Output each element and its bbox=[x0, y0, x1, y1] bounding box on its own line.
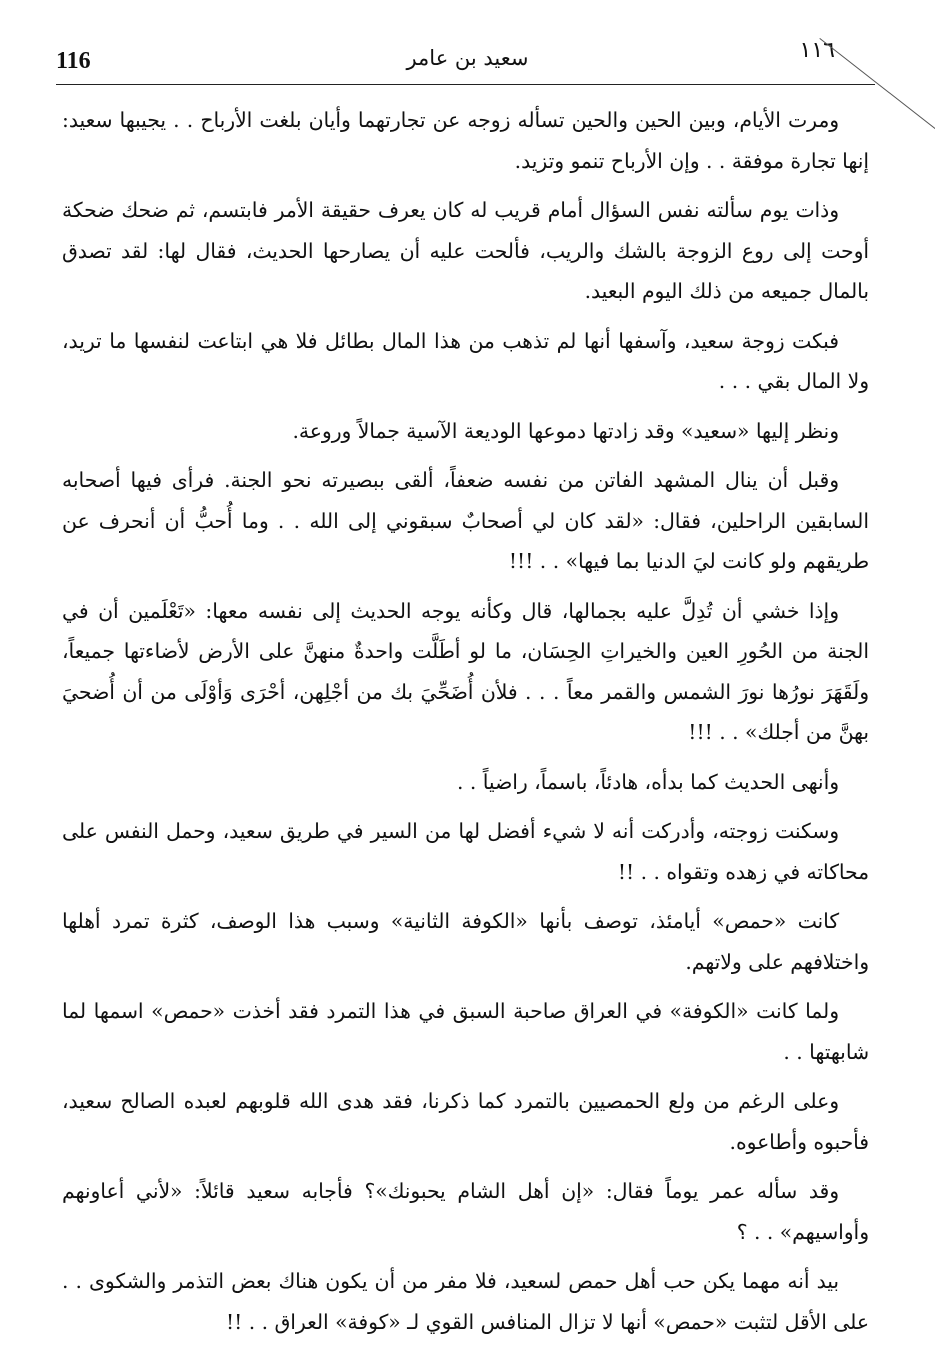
paragraph-11: وعلى الرغم من ولع الحمصيين بالتمرد كما ذكرنا، فقد هدى الله قلوبهم لعبده الصالح سعيد، فأحبوه وأطاعوه. bbox=[62, 1089, 869, 1154]
paragraph-5: وقبل أن ينال المشهد الفاتن من نفسه ضعفاً، ألقى ببصيرته نحو الجنة. فرأى فيها أصحابه السابقين الراحلين، فقال: «لقد كان لي أصحابٌ سبقوني إلى الله . . وما أُحبُّ أن أنحرف عن طريقهم ولو كانت ليَ الدنيا بما فيها» . . !!! bbox=[62, 468, 869, 573]
paragraph-4: ونظر إليها «سعيد» وقد زادتها دموعها الوديعة الآسية جمالاً وروعة. bbox=[292, 418, 839, 443]
body-text bbox=[62, 100, 869, 1342]
page-number-latin: 116 bbox=[56, 48, 91, 74]
paragraph-7: وأنهى الحديث كما بدأه، هادئاً، باسماً، راضياً . . bbox=[456, 769, 839, 794]
paragraph-6: وإذا خشي أن تُدِلَّ عليه بجمالها، قال وكأنه يوجه الحديث إلى نفسه معها: «تَعْلَمين أن في الجنة من الحُورِ العين والخيراتِ الحِسَان، ما لو أطَلَّت واحدةٌ منهنَّ على الأرض لأضاءتها جميعاً، ولَقَهَرَ نورُها نورَ الشمس والقمر معاً . . . فلأن أُضَحِّيَ بك من أجْلِهن، أحْرَى وَأوْلَى من أن أُضحيَ بهنَّ من أجلك» . . !!! bbox=[62, 598, 869, 744]
paragraph-12: وقد سأله عمر يوماً فقال: «إن أهل الشام يحبونك»؟ فأجابه سعيد قائلاً: «لأني أعاونهم وأواسيهم» . . ؟ bbox=[62, 1179, 869, 1244]
paragraph-8: وسكنت زوجته، وأدركت أنه لا شيء أفضل لها من السير في طريق سعيد، وحمل النفس على محاكاته في زهده وتقواه . . !! bbox=[62, 819, 869, 884]
chapter-title: سعيد بن عامر bbox=[406, 46, 529, 70]
paragraph-13: بيد أنه مهما يكن حب أهل حمص لسعيد، فلا مفر من أن يكون هناك بعض التذمر والشكوى . . على الأقل لتثبت «حمص» أنها لا تزال المنافس القوي لـ «كوفة» العراق . . !! bbox=[62, 1269, 869, 1334]
paragraph-3: فبكت زوجة سعيد، وآسفها أنها لم تذهب من هذا المال بطائل فلا هي ابتاعت لنفسها ما تريد، ولا المال بقي . . . bbox=[62, 328, 869, 393]
paragraph-2: وذات يوم سألته نفس السؤال أمام قريب له كان يعرف حقيقة الأمر فابتسم، ثم ضحك ضحكة أوحت إلى روع الزوجة بالشك والريب، فألحت عليه أن يصارحها الحديث، فقال لها: لقد تصدق بالمال جميعه من ذلك اليوم البعيد. bbox=[62, 198, 869, 303]
paragraph-1: ومرت الأيام، وبين الحين والحين تسأله زوجه عن تجارتهما وأيان بلغت الأرباح . . يجيبها سعيد: إنها تجارة موفقة . . وإن الأرباح تنمو وتزيد. bbox=[62, 108, 869, 173]
paragraph-9: كانت «حمص» أيامئذ، توصف بأنها «الكوفة الثانية» وسبب هذا الوصف، كثرة تمرد أهلها واختلافهم على ولاتهم. bbox=[62, 909, 869, 974]
paragraph-10: ولما كانت «الكوفة» في العراق صاحبة السبق في هذا التمرد فقد أخذت «حمص» اسمها لما شابهتها . . bbox=[62, 999, 869, 1064]
header-rule bbox=[56, 84, 875, 85]
page-number-arabic: ١١٦ bbox=[799, 38, 835, 63]
